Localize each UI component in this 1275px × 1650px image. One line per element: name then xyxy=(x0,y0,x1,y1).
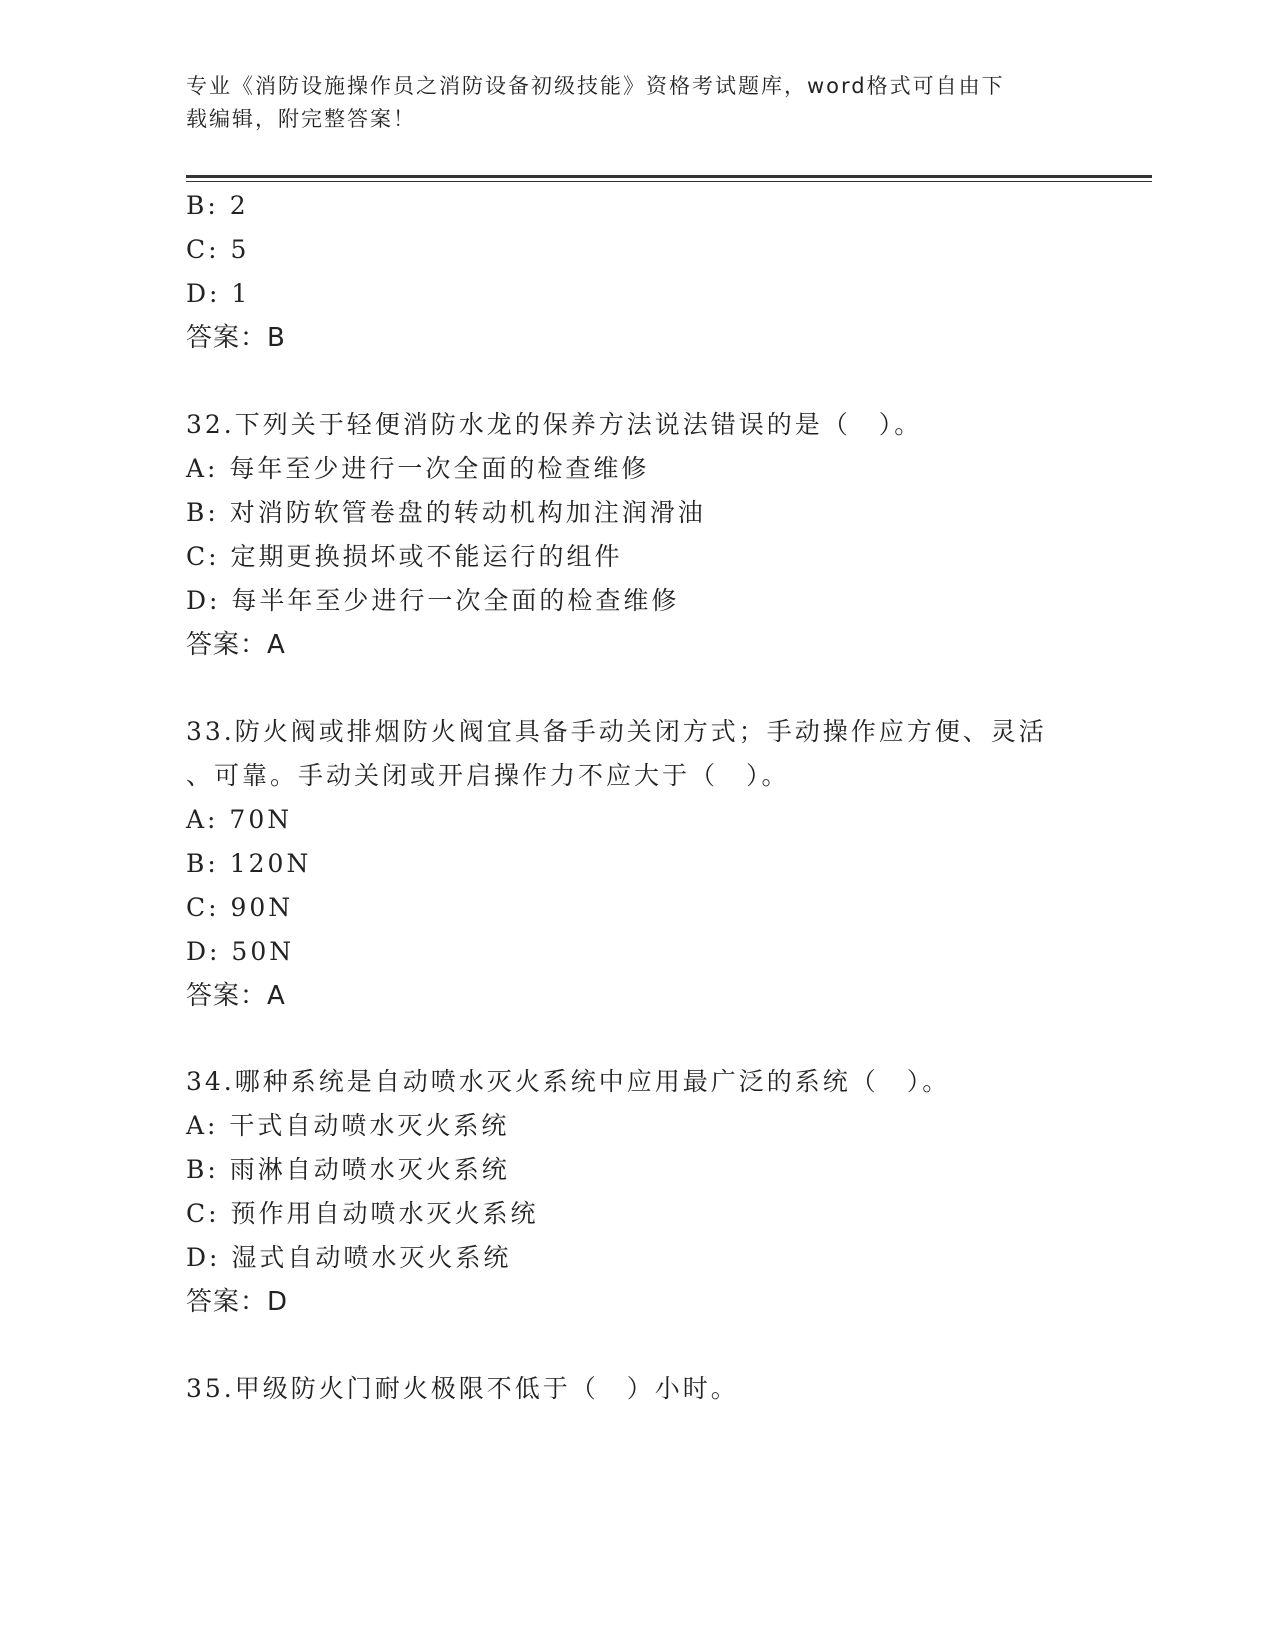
q34-option-c: C: 预作用自动喷水灭火系统 xyxy=(186,1199,539,1228)
q33-question-line-1: 33.防火阀或排烟防火阀宜具备手动关闭方式；手动操作应方便、灵活 xyxy=(186,717,1047,746)
header-divider-thin xyxy=(186,181,1152,182)
header-line-1: 专业《消防设施操作员之消防设备初级技能》资格考试题库，word格式可自由下 xyxy=(186,74,1005,98)
q33-option-a: A: 70N xyxy=(186,805,293,834)
q32-option-c: C: 定期更换损坏或不能运行的组件 xyxy=(186,542,623,571)
document-header xyxy=(186,70,1066,136)
q32-option-a: A: 每年至少进行一次全面的检查维修 xyxy=(186,454,650,483)
q31-answer: 答案：B xyxy=(186,323,286,353)
q34-answer: 答案：D xyxy=(186,1287,289,1317)
q31-option-c: C: 5 xyxy=(186,235,250,264)
q33-answer: 答案：A xyxy=(186,981,286,1011)
q31-option-b: B: 2 xyxy=(186,191,249,220)
q33-option-d: D: 50N xyxy=(186,937,295,966)
q35-question: 35.甲级防火门耐火极限不低于（ ）小时。 xyxy=(186,1374,739,1403)
q32-question: 32.下列关于轻便消防水龙的保养方法说法错误的是（ ）。 xyxy=(186,410,923,439)
q32-answer: 答案：A xyxy=(186,630,286,660)
q33-question-line-2: 、可靠。手动关闭或开启操作力不应大于（ ）。 xyxy=(186,761,790,790)
q34-option-b: B: 雨淋自动喷水灭火系统 xyxy=(186,1155,510,1184)
q33-option-c: C: 90N xyxy=(186,893,294,922)
q34-question: 34.哪种系统是自动喷水灭火系统中应用最广泛的系统（ ）。 xyxy=(186,1067,951,1096)
q34-option-d: D: 湿式自动喷水灭火系统 xyxy=(186,1243,512,1272)
q31-option-d: D: 1 xyxy=(186,279,251,308)
header-line-2: 载编辑，附完整答案！ xyxy=(186,107,416,131)
q32-option-b: B: 对消防软管卷盘的转动机构加注润滑油 xyxy=(186,498,706,527)
q33-option-b: B: 120N xyxy=(186,849,312,878)
q32-option-d: D: 每半年至少进行一次全面的检查维修 xyxy=(186,586,680,615)
header-divider-thick xyxy=(186,175,1152,178)
q34-option-a: A: 干式自动喷水灭火系统 xyxy=(186,1111,510,1140)
